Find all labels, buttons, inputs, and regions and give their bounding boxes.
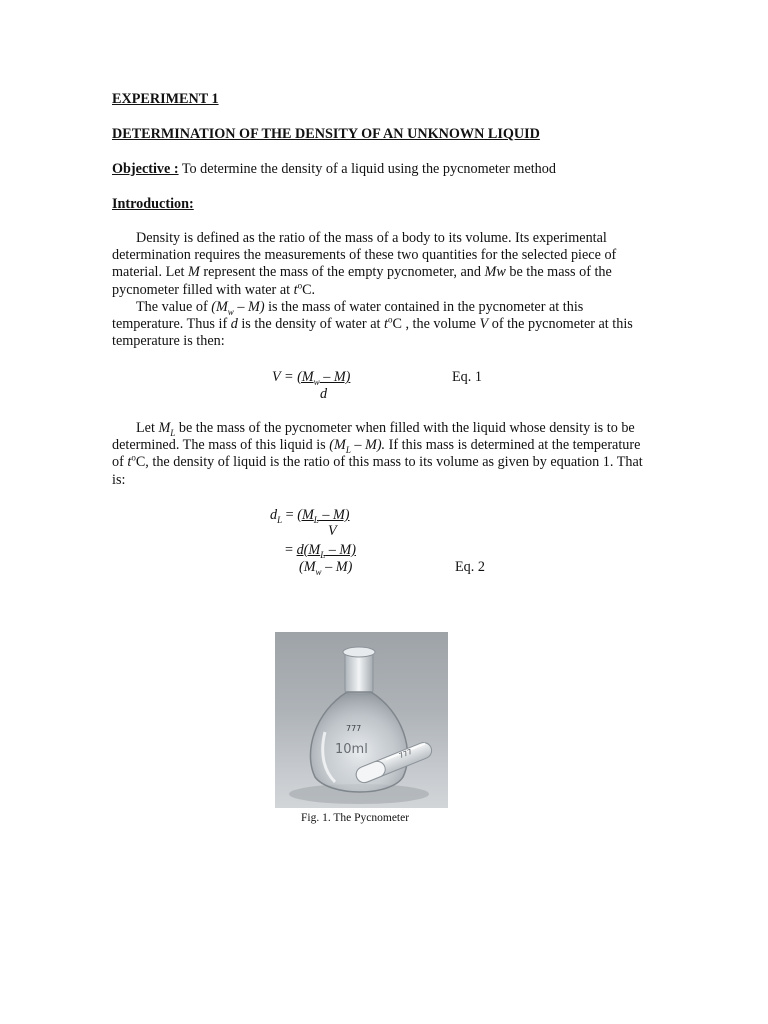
text-run: (M <box>297 369 314 385</box>
text-run: – M) <box>321 559 353 575</box>
text-line <box>112 420 682 437</box>
eq2-lhs <box>270 507 282 523</box>
text-run: is the mass of water contained in the pycnometer at this <box>264 298 584 315</box>
text-run: d(M <box>296 542 321 558</box>
symbol-mw: Mw <box>484 264 506 281</box>
text-run: determination requires the measurements of these two quantities for the selected piece of <box>112 247 617 264</box>
text-line <box>112 316 682 333</box>
eq1-lhs: V = <box>272 369 298 385</box>
text-run: temperature is then: <box>112 333 225 350</box>
pycnometer-photo <box>275 632 448 808</box>
text-run: Let <box>136 420 159 436</box>
flask-mark-volume: 10ml <box>335 742 368 757</box>
symbol-v: V <box>479 316 489 333</box>
eq1-formula <box>272 369 350 386</box>
expression <box>211 299 264 315</box>
degree-superscript: o <box>297 279 303 290</box>
text-run: is: <box>112 471 126 488</box>
eq2-line1 <box>270 507 350 524</box>
text-run: – M). <box>350 437 386 454</box>
text-run: = <box>285 542 297 558</box>
text-run: (M <box>297 507 314 523</box>
intro-paragraph-1 <box>112 230 682 350</box>
text-run: represent the mass of the empty pycnometer, and <box>199 264 485 281</box>
eq1-numerator <box>297 369 350 385</box>
text-line <box>112 454 682 471</box>
eq2-label: Eq. 2 <box>455 559 485 575</box>
experiment-heading: EXPERIMENT 1 <box>112 91 219 107</box>
text-line <box>112 264 682 281</box>
degree-superscript: o <box>131 452 136 463</box>
text-run: – M) <box>318 507 350 523</box>
subscript: L <box>170 427 176 438</box>
text-run: d <box>270 507 278 523</box>
text-line <box>112 333 682 350</box>
subscript: L <box>320 549 326 560</box>
flask-mark-number: 777 <box>346 724 362 733</box>
expression <box>329 437 386 456</box>
text-line <box>112 472 682 489</box>
text-run: – M) <box>233 298 265 315</box>
subscript: w <box>315 566 322 577</box>
eq1-denominator: d <box>320 386 328 402</box>
text-run: determined. The mass of this liquid is <box>112 437 330 454</box>
subscript: w <box>313 376 320 387</box>
text-run: temperature. Thus if <box>112 316 231 333</box>
text-run: = <box>282 507 298 523</box>
subscript: L <box>313 514 319 525</box>
eq2-denominator-1: V <box>328 523 337 539</box>
introduction-label: Introduction: <box>112 196 194 212</box>
subscript: w <box>227 306 234 317</box>
text-run: C. <box>302 281 316 298</box>
eq2-numerator-2 <box>297 542 356 558</box>
text-line <box>112 437 682 454</box>
text-run: M <box>158 420 171 436</box>
symbol-t: t <box>293 281 298 298</box>
figure-caption: Fig. 1. The Pycnometer <box>301 812 410 824</box>
text-run: (M <box>211 298 228 315</box>
text-run: Density is defined as the ratio of the mass of a body to its volume. Its experimental <box>136 230 607 246</box>
subscript: L <box>345 445 351 456</box>
pycnometer-illustration <box>275 632 448 808</box>
symbol-t: t <box>383 316 388 333</box>
objective-label: Objective : <box>112 161 179 177</box>
symbol-d: d <box>230 316 238 333</box>
symbol-ml <box>158 420 175 436</box>
objective-text: To determine the density of a liquid using the pycnometer method <box>178 161 556 177</box>
objective-line <box>112 161 556 178</box>
text-run: be the mass of the <box>505 264 612 281</box>
text-line <box>112 279 682 299</box>
eq2-numerator-1 <box>297 507 349 523</box>
text-run: material. Let <box>112 264 189 281</box>
eq2-denominator-2 <box>299 559 352 576</box>
text-run: – M) <box>319 369 351 385</box>
subscript: L <box>277 514 283 525</box>
text-line <box>112 299 682 316</box>
text-line <box>112 247 682 264</box>
symbol-t: t <box>127 454 132 471</box>
degree-superscript: o <box>387 314 393 325</box>
text-run: of the pycnometer at this <box>488 316 633 333</box>
text-run: pycnometer filled with water at <box>112 281 294 298</box>
text-run: of <box>112 454 128 471</box>
intro-paragraph-2 <box>112 420 682 489</box>
text-run: C , the volume <box>392 316 480 333</box>
text-run: The value of <box>136 298 212 315</box>
text-line <box>112 230 682 247</box>
stopper-mark-number: 777 <box>397 747 414 761</box>
eq1-label: Eq. 1 <box>452 369 482 385</box>
text-run: be the mass of the pycnometer when filled with the liquid whose density is to be <box>175 420 635 436</box>
text-run: is the density of water at <box>237 316 384 333</box>
text-run: (M <box>329 437 346 454</box>
text-run: If this mass is determined at the temperature <box>385 437 641 454</box>
text-run: (M <box>299 559 316 575</box>
text-run: C, the density of liquid is the ratio of this mass to its volume as given by equation 1. That <box>135 454 643 471</box>
document-title: DETERMINATION OF THE DENSITY OF AN UNKNOWN LIQUID <box>112 126 540 142</box>
symbol-m: M <box>188 264 200 281</box>
text-run: – M) <box>325 542 356 558</box>
eq2-line2 <box>285 542 356 559</box>
